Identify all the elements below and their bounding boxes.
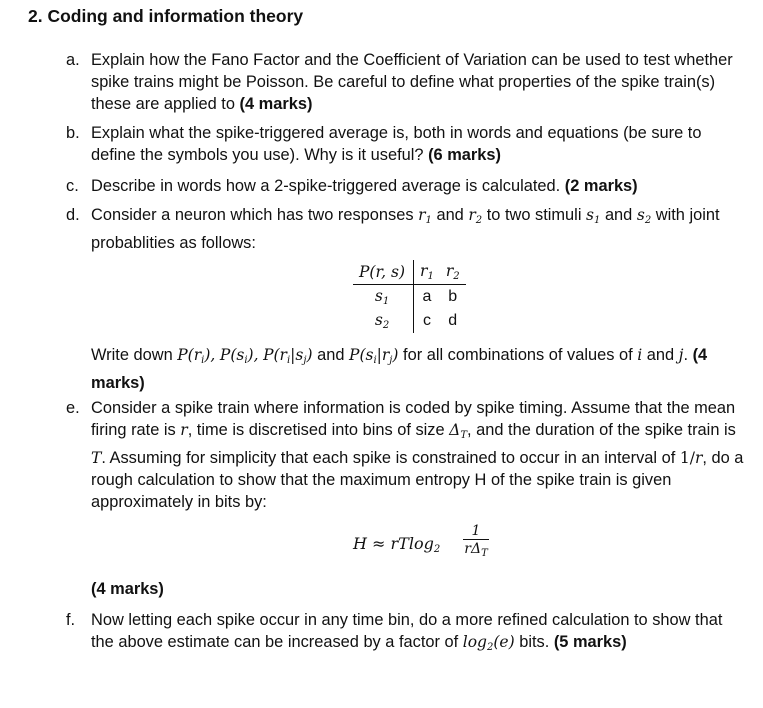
part-text: Explain how the Fano Factor and the Coefficient of Variation can be used to test whether spike trains might be Poisson. Be careful to define what properties of the spike train(s) these are applied to [91,51,733,113]
table-row: $s_1$ a b [353,285,466,310]
row-s2: s [374,311,383,329]
marks: (4 marks) [239,95,313,113]
part-label: e. [66,399,80,417]
question-heading: 2. Coding and information theory [28,6,304,26]
question-part-e: e. Consider a spike train where information is coded by spike timing. Assume that the mean firing rate is r, time is discretised into bins of size $\Delta_T$, and the duration of the spike train is T. Assuming for simplicity that each spike is constrained to occur in an interval of 1/r, do a rough calculation to show that the maximum entropy H of the spike train is given approximately in bits by: [66,399,744,511]
marks: (6 marks) [428,146,501,164]
question-part-b [66,122,746,166]
question-part-d-continued: Write down $P(r_i)$, $P(s_i)$, $P(r_i|s_j)$ and $P(s_i|r_j)$ for all combinations of values of i and j. (4 marks) [91,346,708,392]
table-cell: b [448,288,458,305]
question-part-a [66,49,746,115]
table-header-row: P(r, s) $r_1$ $r_2$ [353,260,466,285]
part-text: Describe in words how a 2-spike-triggered average is calculated. [91,177,561,195]
question-part-d: d. Consider a neuron which has two responses $r_1$ and $r_2$ to two stimuli $s_1$ and $s_2$ with joint probablities as follows: [66,206,720,252]
table-corner: P(r, s) [353,260,414,285]
question-part-f: f. Now letting each spike occur in any time bin, do a more refined calculation to show that the above estimate can be increased by a factor of $\log_2(e)$ bits. (5 marks) [66,611,723,653]
joint-probability-table [353,260,466,333]
question-part-e-marks [66,578,746,600]
marks: (4 marks) [91,346,708,392]
part-label: b. [66,124,80,142]
table-cell: c [422,312,431,329]
table-cell: d [448,312,458,329]
col-r2: r [445,262,454,280]
col-r1: r [420,262,428,280]
part-label: c. [66,177,79,195]
row-s1: s [374,287,383,305]
part-text: Explain what the spike-triggered average is, both in words and equations (be sure to define the symbols you use). Why is it useful? [91,124,702,164]
question-part-c [66,175,746,197]
marks: (4 marks) [91,580,164,598]
part-label: f. [66,611,76,629]
part-label: a. [66,51,80,69]
table-cell: a [422,288,432,305]
marks: (2 marks) [564,177,638,195]
table-row: $s_2$ c d [353,309,466,333]
part-label: d. [66,206,80,224]
marks: (5 marks) [553,633,627,651]
